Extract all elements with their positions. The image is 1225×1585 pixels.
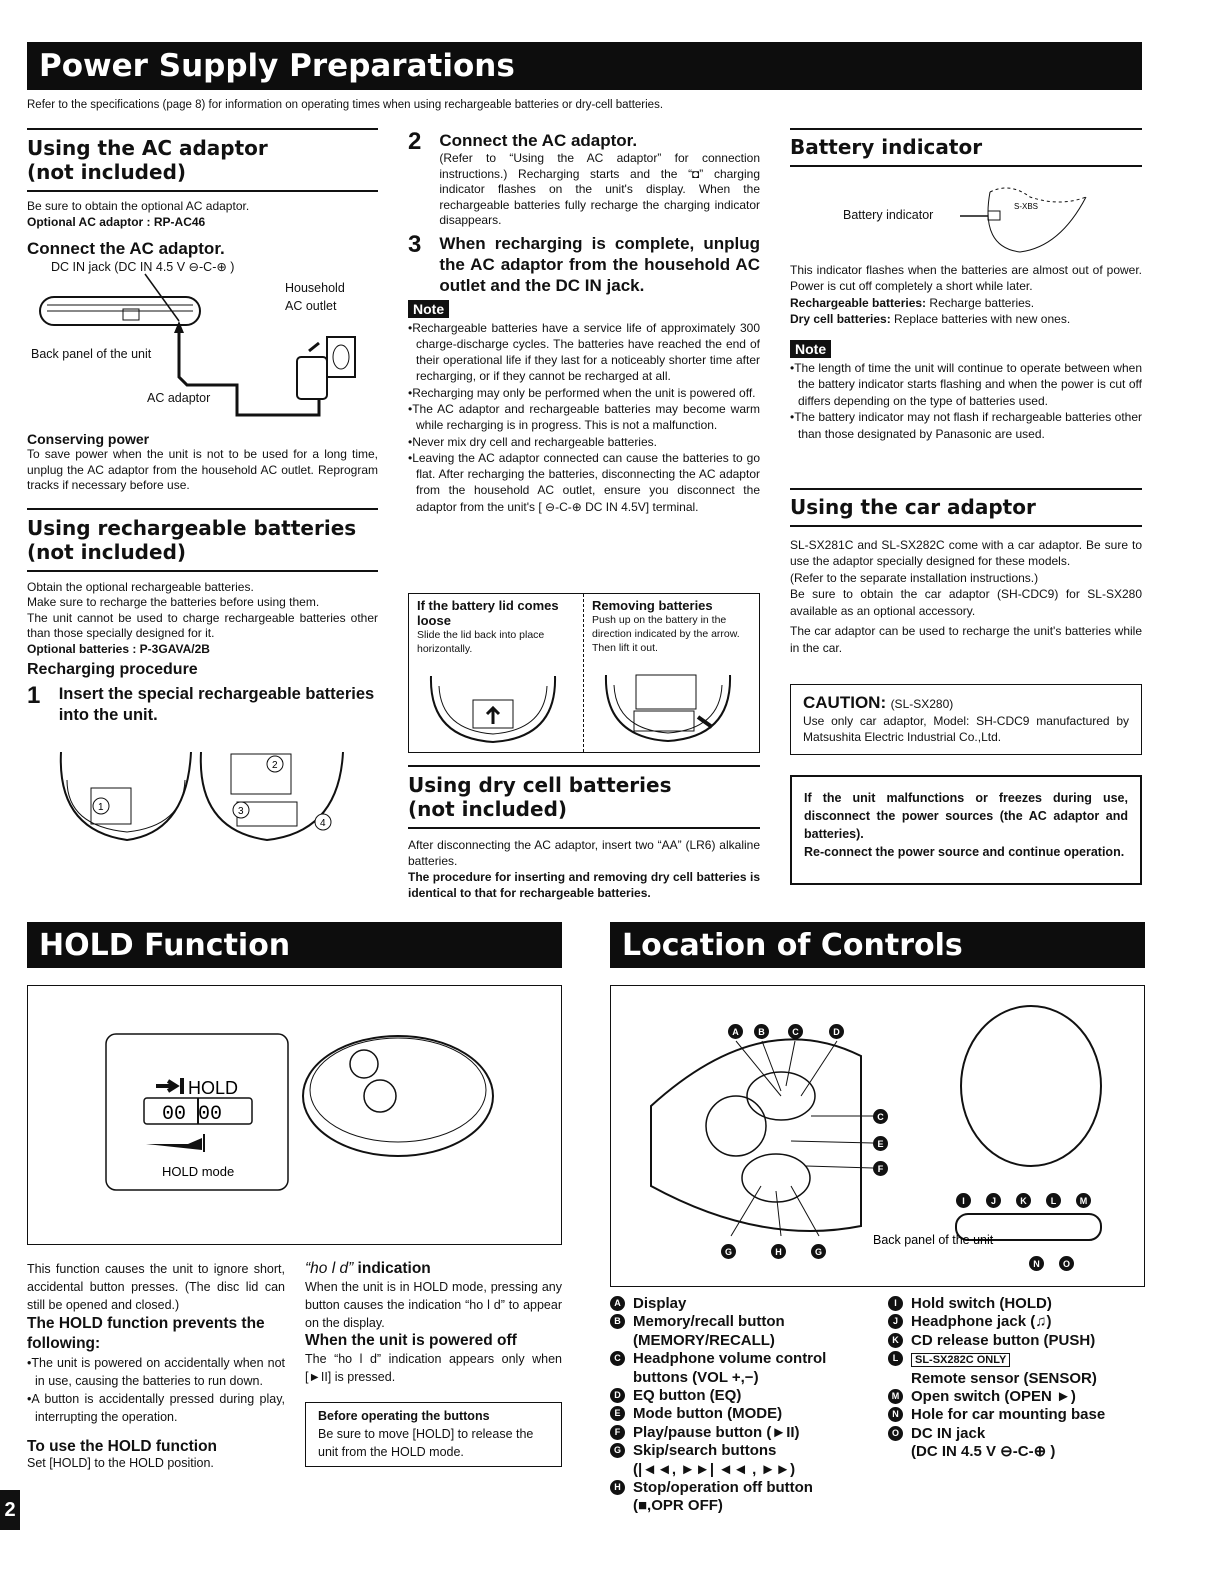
control-item [610,1350,880,1387]
hold-switch-illustration [28,986,560,1242]
control-item [888,1313,1148,1331]
tip-heading: Removing batteries [592,598,713,613]
step-2 [408,130,760,229]
callout-letter-icon: F [873,1161,888,1176]
callout-letter-icon: K [888,1333,903,1348]
text: This indicator flashes when the batteries are almost out of power. Power is cut off completely a short while later. [790,262,1142,293]
callout-letter-icon: N [888,1407,903,1422]
callout-letter-icon: K [1016,1193,1031,1208]
text: Make sure to recharge the batteries before using them. [27,595,320,609]
section-heading: Using rechargeable batteries [27,516,357,540]
control-item [888,1332,1148,1350]
note-item: •Recharging may only be performed when the unit is powered off. [408,385,756,400]
note-item: •The length of time the unit will continue to operate between when the battery indicator starts flashing and when the power is cut off differs depending on the type of batteries used. [790,360,1142,408]
recharging-steps [408,130,760,515]
text: Obtain the optional rechargeable batteries. [27,579,254,594]
player-illustration [611,986,1143,1284]
section-heading: Using dry cell batteries [408,773,672,797]
lid-illustration [417,656,567,746]
callout-letter-icon: D [610,1388,625,1403]
callout-letter-icon: L [888,1351,903,1366]
text: (Refer to the separate installation instructions.) [790,570,1039,585]
note-item: •Never mix dry cell and rechargeable batteries. [408,434,657,449]
ac-connection-diagram [27,259,378,427]
malfunction-box [790,775,1142,885]
note-list [790,360,1142,443]
hold-text-left [27,1260,285,1470]
control-label: Stop/operation off button [633,1479,813,1497]
step-3 [408,230,760,296]
control-label: Play/pause button (►II) [633,1423,800,1441]
battery-tips-box [408,593,760,753]
step-number: 3 [408,230,422,258]
callout-letter-icon: H [771,1244,786,1259]
step-text: Insert the special rechargeable batteries into the unit. [58,685,375,724]
lid-tip [409,594,584,752]
callout-letter-icon: M [1076,1193,1091,1208]
step-heading: When recharging is complete, unplug the AC adaptor from the household AC outlet and the DC IN jack. [439,233,760,295]
battery-indicator-section [790,128,1142,442]
battery-indicator-diagram [790,167,1142,262]
car-adaptor-section [790,488,1142,656]
text: Be sure to obtain the optional AC adaptor. [27,198,250,213]
control-label: Mode button (MODE) [633,1405,783,1423]
figure-label: 4 [320,818,326,829]
section-subheading: (not included) [27,160,187,184]
control-item [888,1295,1148,1313]
callout-letter-icon: I [888,1296,903,1311]
callout-letter-icon: G [610,1443,625,1458]
text: The procedure for inserting and removing dry cell batteries is identical to that for rechargeable batteries. [408,869,760,900]
rechargeable-section [27,508,378,855]
box-text: Be sure to move [HOLD] to release the unit from the HOLD mode. [318,1427,534,1459]
callout-letter-icon: B [610,1314,625,1329]
controls-diagram [610,985,1145,1287]
callout-letter-icon: C [788,1024,803,1039]
remove-illustration [592,655,742,745]
text: Rechargeable batteries: Recharge batteries. [790,295,1035,310]
callout-letter-icon: O [1059,1256,1074,1271]
tip-heading: If the battery lid comes loose [417,598,559,628]
text: Be sure to obtain the car adaptor (SH-CDC9) for SL-SX280 available as an optional accessory. [790,587,1142,618]
control-item [610,1387,880,1405]
callout-letter-icon: A [728,1024,743,1039]
caution-model: (SL-SX280) [890,697,954,711]
hold-function-title: HOLD Function [27,922,562,968]
prevent-list [27,1354,285,1426]
battery-insert-illustration [27,740,378,850]
caution-box [790,684,1142,755]
callout-letter-icon: C [873,1109,888,1124]
controls-list-right [888,1295,1148,1462]
section-subheading: (not included) [27,540,187,564]
note-item: •The battery indicator may not flash if rechargeable batteries other than those designated by Panasonic are used. [790,410,1142,441]
subheading: When the unit is powered off [305,1332,517,1349]
unit-adaptor-illustration [27,259,378,427]
label: Back panel of the unit [31,347,152,362]
callout-letter-icon: A [610,1296,625,1311]
label: AC outlet [285,299,337,314]
section-heading: Battery indicator [790,135,983,159]
control-item [610,1479,880,1516]
subheading: The HOLD function prevents the following: [27,1315,265,1352]
hold-digits: 00 00 [162,1103,223,1126]
subheading: “ho l d” indication [305,1260,431,1277]
section-heading: Using the car adaptor [790,495,1036,519]
text: If the unit malfunctions or freezes during use, disconnect the power sources (the AC adaptor and batteries). [804,791,1128,841]
text: SL-SX281C and SL-SX282C come with a car adaptor. Be sure to use the adaptor specially designed for these models. [790,537,1142,568]
control-item [610,1424,880,1442]
callout-letter-icon: G [721,1244,736,1259]
list-item: •The unit is powered on accidentally when not in use, causing the batteries to run down. [27,1356,285,1388]
control-label: EQ button (EQ) [633,1387,742,1405]
callout-letter-icon: E [610,1406,625,1421]
text: Dry cell batteries: Replace batteries with new ones. [790,312,1071,326]
display-illustration [790,167,1142,262]
callout-letter-icon: J [888,1314,903,1329]
subheading: Connect the AC adaptor. [27,239,225,259]
callout-letter-icon: I [956,1193,971,1208]
dry-cell-section [408,765,760,901]
text: The car adaptor can be used to recharge the unit's batteries while in the car. [790,624,1142,655]
figure-label: 1 [98,802,104,813]
step-number: 2 [408,128,422,155]
ac-adaptor-section [27,128,378,494]
caution-text: Use only car adaptor, Model: SH-CDC9 manufactured by Matsushita Electric Industrial Co.,Ltd. [803,714,1129,744]
note-list [408,320,760,516]
note-badge: Note [408,300,449,318]
text: Set [HOLD] to the HOLD position. [27,1456,214,1470]
label: Battery indicator [843,207,934,222]
callout-letter-icon: L [1046,1193,1061,1208]
display-text: S-XBS [1014,201,1039,211]
control-label: Skip/search buttons [633,1442,777,1460]
hold-label: HOLD [188,1078,239,1098]
control-label: Hole for car mounting base [911,1406,1106,1424]
control-sublabel: (|◄◄, ►►| ◄◄ , ►►) [633,1460,796,1478]
model-tag: SL-SX282C ONLY [911,1353,1010,1367]
list-item: •A button is accidentally pressed during play, interrupting the operation. [27,1392,285,1424]
callout-letter-icon: B [754,1024,769,1039]
control-label: CD release button (PUSH) [911,1331,1096,1349]
callout-letter-icon: F [610,1425,625,1440]
control-sublabel: Remote sensor (SENSOR) [911,1369,1097,1387]
control-sublabel: (MEMORY/RECALL) [633,1331,775,1349]
note-badge: Note [790,340,831,358]
note-item: •The AC adaptor and rechargeable batteries may become warm while recharging is in progress. This is not a malfunction. [408,401,760,433]
remove-tip [584,594,759,752]
subheading: Recharging procedure [27,661,198,678]
control-item [610,1405,880,1423]
control-label: Display [633,1295,687,1312]
control-label: DC IN jack [911,1424,986,1442]
controls-list-left [610,1295,880,1516]
step-heading: Connect the AC adaptor. [439,131,638,150]
label: DC IN jack (DC IN 4.5 V ⊖-C-⊕ ) [51,260,235,275]
page-number: 2 [0,1490,20,1530]
control-label: Hold switch (HOLD) [911,1295,1052,1312]
text: After disconnecting the AC adaptor, insert two “AA” (LR6) alkaline batteries. [408,837,760,868]
hold-text-right [305,1260,562,1467]
label: AC adaptor [147,391,211,406]
control-item [888,1350,1148,1388]
tip-text: Slide the lid back into place horizontally. [417,629,545,655]
text: Optional AC adaptor : RP-AC46 [27,214,206,229]
control-label: Headphone jack (♫) [911,1313,1052,1331]
section-heading: Using the AC adaptor [27,136,268,160]
note-item: •Rechargeable batteries have a service life of approximately 300 charge-discharge cycles. The batteries have reached the end of their operational life if they last for a noticeably shorter time after recharging, or if they cannot be recharged at all. [408,320,760,384]
box-heading: Before operating the buttons [318,1409,490,1423]
control-item [888,1425,1148,1462]
control-sublabel: (■,OPR OFF) [633,1497,723,1515]
callout-letter-icon: E [873,1136,888,1151]
intro-text: Refer to the specifications (page 8) for information on operating times when using rechargeable batteries or dry-cell batteries. [27,99,664,111]
back-panel-label: Back panel of the unit [873,1233,994,1247]
control-item [610,1313,880,1350]
subheading: To use the HOLD function [27,1438,218,1455]
text: To save power when the unit is not to be used for a long time, unplug the AC adaptor from the household AC outlet. Reprogram tracks if necessary before use. [27,447,378,493]
callout-letter-icon: G [811,1244,826,1259]
control-item [888,1406,1148,1424]
control-label: Headphone volume control [633,1350,827,1368]
callout-letter-icon: D [829,1024,844,1039]
control-sublabel: buttons (VOL +,−) [633,1368,759,1386]
control-label: Memory/recall button [633,1313,785,1331]
text: Optional batteries : P-3GAVA/2B [27,641,210,656]
text: The unit cannot be used to charge rechargeable batteries other than those specially designed for it. [27,610,378,640]
label: Household [285,281,345,296]
callout-letter-icon: M [888,1389,903,1404]
text: Re-connect the power source and continue operation. [804,845,1125,859]
callout-letter-icon: H [610,1480,625,1495]
hold-mode-label: HOLD mode [162,1164,235,1179]
note-item: •Leaving the AC adaptor connected can cause the batteries to go flat. After recharging the batteries, disconnecting the AC adaptor from the household AC outlet, ensure you disconnect the adaptor from the unit's [ ⊖-C-⊕ DC IN 4.5V] terminal. [408,450,760,514]
control-item [610,1442,880,1479]
step-number: 1 [27,682,41,709]
figure-label: 2 [272,760,278,771]
control-label: Open switch (OPEN ►) [911,1388,1076,1406]
step-text: (Refer to “Using the AC adaptor” for connection instructions.) Recharging starts and the “◘” charging indicator flashes on the unit's display. When the rechargeable batteries fully recharge the charging indicator disappears. [439,151,760,227]
location-controls-title: Location of Controls [610,922,1145,968]
control-item [888,1388,1148,1406]
hold-diagram [27,985,562,1245]
step-1 [27,684,378,726]
before-operating-box [305,1402,562,1467]
page-title: Power Supply Preparations [27,42,1142,90]
tip-text: Push up on the battery in the direction indicated by the arrow. Then lift it out. [592,614,740,654]
callout-letter-icon: J [986,1193,1001,1208]
text: When the unit is in HOLD mode, pressing any button causes the indication “ho l d” to appear on the display. [305,1280,562,1330]
text: This function causes the unit to ignore short, accidental button presses. (The disc lid can still be opened and closed.) [27,1262,285,1312]
figure-label: 3 [238,806,244,817]
text: The “ho l d” indication appears only when [►II] is pressed. [305,1352,562,1384]
control-item [610,1295,880,1313]
subheading: Conserving power [27,431,150,448]
caution-label: CAUTION: [803,693,887,712]
section-subheading: (not included) [408,797,568,821]
control-sublabel: (DC IN 4.5 V ⊖-C-⊕ ) [911,1443,1056,1461]
callout-letter-icon: C [610,1351,625,1366]
callout-letter-icon: N [1029,1256,1044,1271]
callout-letter-icon: O [888,1426,903,1441]
